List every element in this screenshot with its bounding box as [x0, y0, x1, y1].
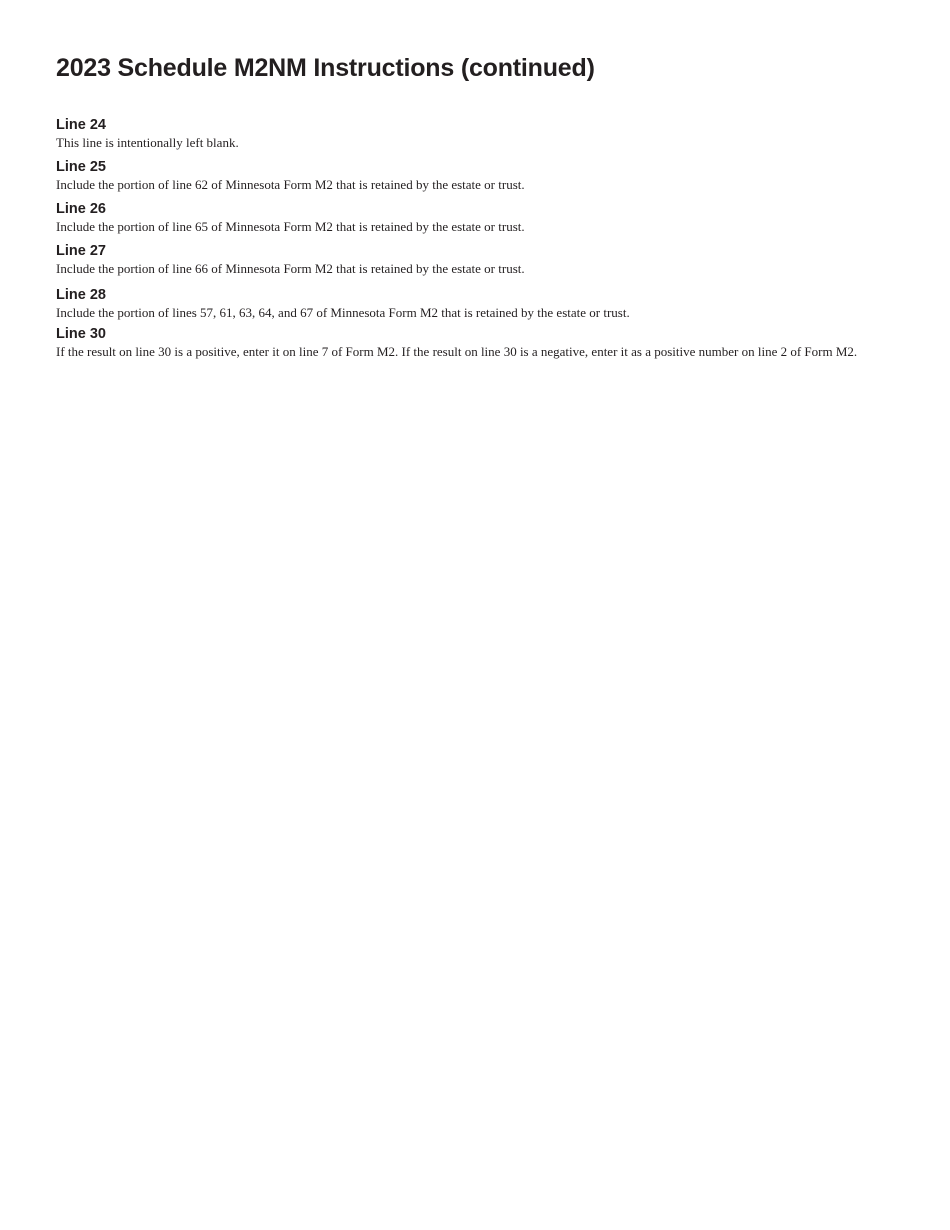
instruction-line-25 — [56, 158, 898, 194]
line-description: Include the portion of line 65 of Minnesota Form M2 that is retained by the estate or trust. — [56, 219, 525, 234]
instruction-line-27 — [56, 242, 898, 278]
instruction-line-30 — [56, 325, 898, 361]
line-description: If the result on line 30 is a positive, enter it on line 7 of Form M2. If the result on line 30 is a negative, enter it as a positive number on line 2 of Form M2. — [56, 344, 858, 359]
page-title: 2023 Schedule M2NM Instructions (continued) — [56, 54, 595, 82]
line-heading: Line 28 — [56, 287, 106, 303]
line-heading: Line 26 — [56, 201, 106, 217]
line-description: This line is intentionally left blank. — [56, 135, 239, 150]
instruction-line-24 — [56, 116, 898, 152]
line-description: Include the portion of line 62 of Minnesota Form M2 that is retained by the estate or trust. — [56, 177, 525, 192]
line-heading: Line 24 — [56, 117, 106, 133]
instruction-line-26 — [56, 200, 898, 236]
line-heading: Line 25 — [56, 159, 106, 175]
line-heading: Line 30 — [56, 326, 106, 342]
instructions-list — [56, 116, 898, 361]
document-page — [56, 52, 898, 361]
line-description: Include the portion of lines 57, 61, 63, 64, and 67 of Minnesota Form M2 that is retained by the estate or trust. — [56, 305, 630, 320]
line-description: Include the portion of line 66 of Minnesota Form M2 that is retained by the estate or trust. — [56, 261, 525, 276]
line-heading: Line 27 — [56, 243, 106, 259]
instruction-line-28 — [56, 286, 898, 322]
